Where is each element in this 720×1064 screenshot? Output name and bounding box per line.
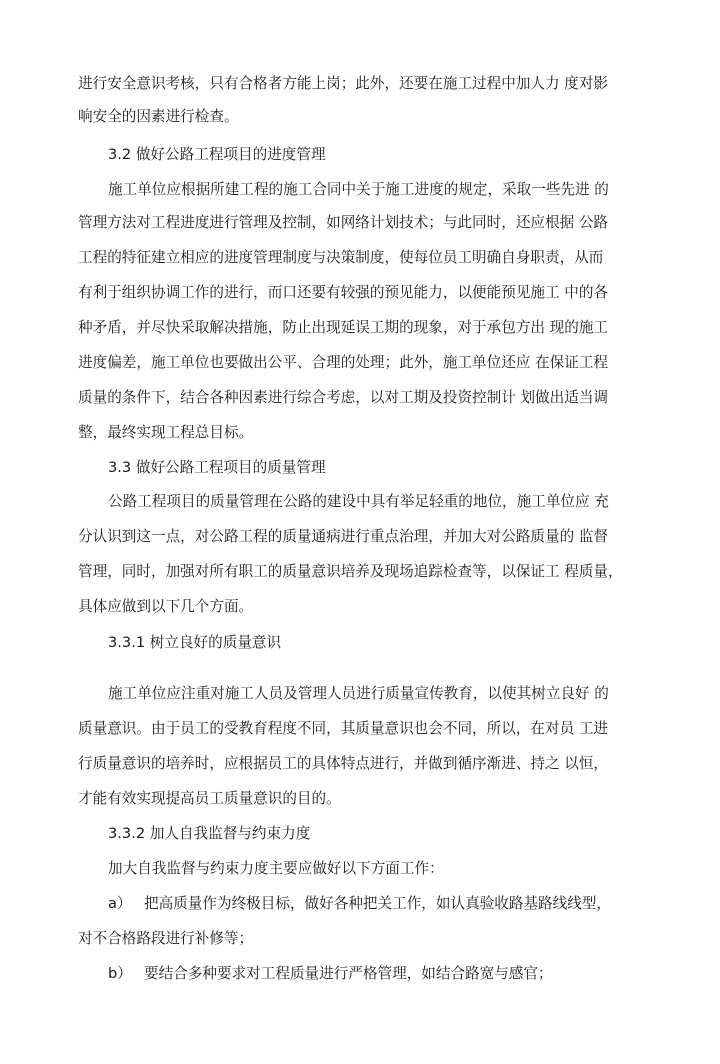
list-item-text: 把高质量作为终极目标，做好各种把关工作，如认真验收路基路线线型， (144, 895, 612, 912)
body-text-line: 进行安全意识考核，只有合格者方能上岗；此外，还要在施工过程中加人力 度对影 (78, 75, 609, 92)
body-text-line: 质量意识。由于员工的受教育程度不同，其质量意识也会不同，所以，在对员 工进 (78, 720, 609, 737)
body-text-line: 对不合格路段进行补修等； (78, 930, 254, 947)
list-marker: a） (108, 895, 132, 912)
list-item-a (108, 894, 650, 914)
body-text-line: 具体应做到以下几个方面。 (78, 598, 254, 615)
section-heading-3-3-2: 3.3.2 加人自我监督与约束力度 (108, 825, 311, 842)
body-text-line: 有利于组织协调工作的进行，而口还要有较强的预见能力，以便能预见施工 中的各 (78, 284, 609, 301)
section-heading-3-2: 3.2 做好公路工程项目的进度管理 (108, 146, 326, 163)
body-text-line: 质量的条件下，结合各种因素进行综合考虑，以对工期及投资控制计 划做出适当调 (78, 389, 609, 406)
body-text-line: 施工单位应根据所建工程的施工合同中关于施工进度的规定，采取一些先进 的 (108, 181, 609, 198)
body-text-line: 工程的特征建立相应的进度管理制度与决策制度，使每位员工明确自身职责，从而 (78, 249, 604, 266)
list-item-b (108, 964, 650, 984)
list-marker: b） (108, 965, 132, 982)
body-text-line: 进度偏差，施工单位也要做出公平、合理的处理；此外，施工单位还应 在保证工程 (78, 354, 609, 371)
body-text-line: 整，最终实现工程总目标。 (78, 424, 254, 441)
body-text-line: 公路工程项目的质量管理在公路的建设中具有举足轻重的地位，施工单位应 充 (108, 493, 609, 510)
section-heading-3-3: 3.3 做好公路工程项目的质量管理 (108, 459, 326, 476)
body-text-line: 加大自我监督与约束力度主要应做好以下方面工作： (108, 860, 444, 877)
section-heading-3-3-1: 3.3.1 树立良好的质量意识 (108, 634, 282, 651)
body-text-line: 分认识到这一点，对公路工程的质量通病进行重点治理，并加大对公路质量的 监督 (78, 528, 609, 545)
body-text-line: 种矛盾，并尽快采取解决措施，防止出现延误工期的现象，对于承包方出 现的施工 (78, 319, 609, 336)
body-text-line: 响安全的因素进行检查。 (78, 108, 239, 125)
body-text-line: 才能有效实现提高员工质量意识的目的。 (78, 790, 341, 807)
body-text-line: 行质量意识的培养时，应根据员工的具体特点进行，并做到循序渐进、持之 以恒， (78, 755, 609, 772)
body-text-line: 管理，同时，加强对所有职工的质量意识培养及现场追踪检查等，以保证工 程质量， (78, 563, 623, 580)
body-text-line: 施工单位应注重对施工人员及管理人员进行质量宣传教育，以使其树立良好 的 (108, 685, 609, 702)
body-text-line: 管理方法对工程进度进行管理及控制，如网络计划技术；与此同时，还应根据 公路 (78, 214, 609, 231)
list-item-text: 要结合多种要求对工程质量进行严格管理，如结合路宽与感官； (144, 965, 553, 982)
